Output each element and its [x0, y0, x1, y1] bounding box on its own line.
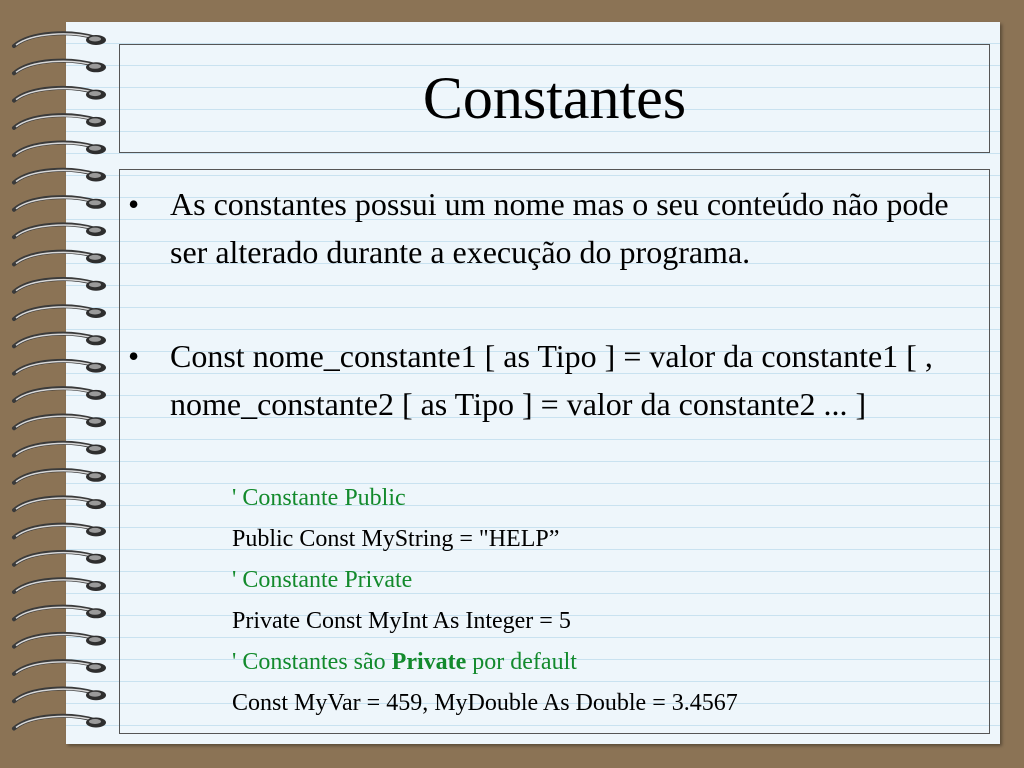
- bullet-text: Const nome_constante1 [ as Tipo ] = valor da constante1 [ , nome_constante2 [ as Tipo ] = valor da constante2 ... ]: [170, 338, 933, 422]
- code-comment-part: por default: [466, 649, 577, 675]
- content-box: [119, 169, 990, 734]
- code-line: Const MyVar = 459, MyDouble As Double = 3.4567: [232, 690, 738, 716]
- code-line: Public Const MyString = "HELP”: [232, 526, 560, 552]
- code-comment-line: ' Constante Private: [232, 567, 413, 593]
- title-box: [119, 44, 990, 153]
- bullet-text: As constantes possui um nome mas o seu conteúdo não pode ser alterado durante a execução do programa.: [170, 186, 949, 270]
- bullet-marker: •: [128, 338, 140, 374]
- code-comment-part: ' Constantes são: [232, 649, 392, 675]
- code-comment-line: ' Constante Public: [232, 485, 406, 511]
- bullet-item: [128, 332, 983, 428]
- bullet-marker: •: [128, 186, 140, 222]
- code-line: Private Const MyInt As Integer = 5: [232, 608, 571, 634]
- slide-title: Constantes: [422, 65, 687, 131]
- code-comment-bold: Private: [391, 649, 467, 675]
- code-comment-line: [232, 648, 577, 676]
- bullet-item: [128, 180, 983, 276]
